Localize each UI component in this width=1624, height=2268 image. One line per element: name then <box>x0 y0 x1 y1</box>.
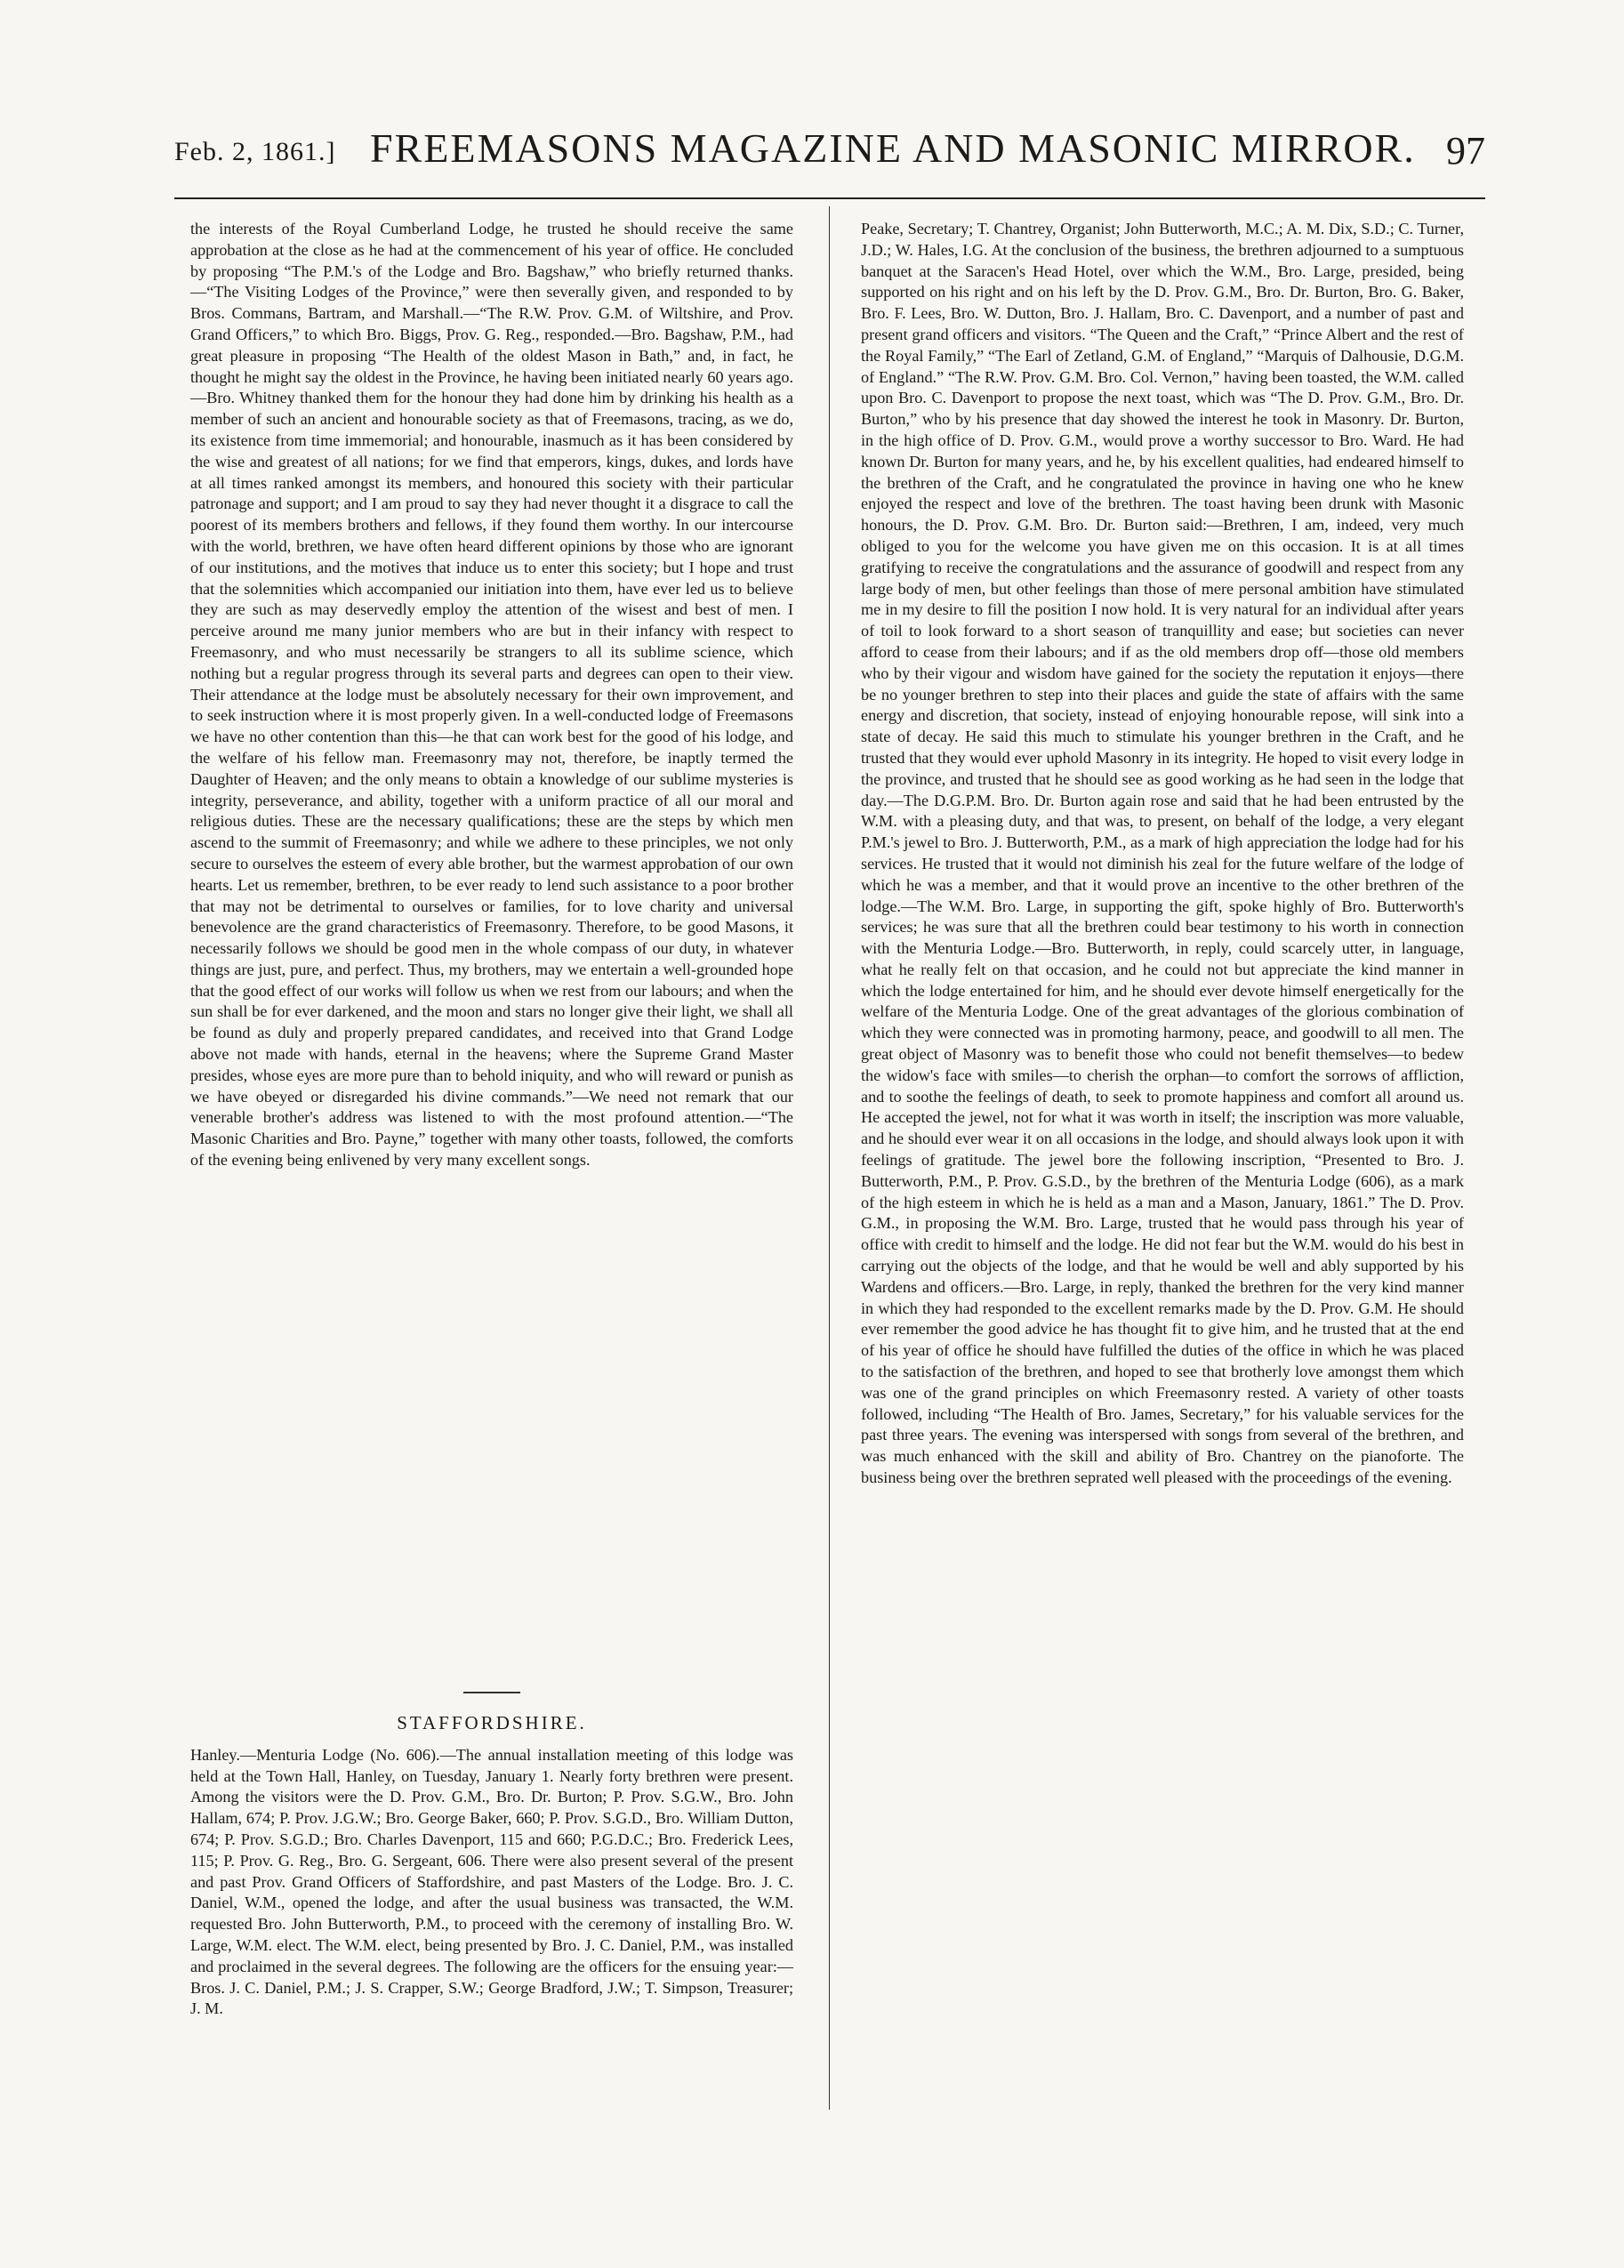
right-column <box>861 219 1464 2131</box>
section-divider <box>463 1692 520 1693</box>
issue-date: Feb. 2, 1861.] <box>174 137 336 166</box>
body-paragraph: Peake, Secretary; T. Chantrey, Organist; John Butterworth, M.C.; A. M. Dix, S.D.; C. Turner, J.D.; W. Hales, I.G. At the conclusion of the business, the brethren adjourned to a sumptuous banquet at the Saracen's Head Hotel, over which the W.M., Bro. Large, presided, being supported on his right and on his left by the D. Prov. G.M., Bro. Dr. Burton, Bro. G. Baker, Bro. F. Lees, Bro. W. Dutton, Bro. J. Hallam, Bro. C. Davenport, and a number of past and present grand officers and visitors. “The Queen and the Craft,” “Prince Albert and the rest of the Royal Family,” “The Earl of Zetland, G.M. of England,” “Marquis of Dalhousie, D.G.M. of England.” “The R.W. Prov. G.M. Bro. Col. Vernon,” having been toasted, the W.M. called upon Bro. C. Davenport to propose the next toast, which was “The D. Prov. G.M., Bro. Dr. Burton,” who by his presence that day showed the interest he took in Masonry. Dr. Burton, in the high office of D. Prov. G.M., would prove a worthy successor to Bro. Ward. He had known Dr. Burton for many years, and he, by his excellent qualities, had endeared himself to the brethren of the Craft, and he congratulated the province in having one who he knew enjoyed the respect and love of the brethren. The toast having been drunk with Masonic honours, the D. Prov. G.M. Bro. Dr. Burton said:—Brethren, I am, indeed, very much obliged to you for the welcome you have given me on this occasion. It is at all times gratifying to receive the congratulations and the assurance of goodwill and respect from any large body of men, but other feelings than those of mere personal ambition have stimulated me in my desire to fill the position I now hold. It is very natural for an individual after years of toil to look forward to a short season of tranquillity and ease; but societies can never afford to cease from their labours; and if as the old members drop off—those old members who by their vigour and wisdom have gained for the society the reputation it enjoys—there be no younger brethren to step into their places and guide the state of affairs with the same energy and discretion, that society, instead of enjoying honourable repose, will sink into a state of decay. He said this much to stimulate his younger brethren in the Craft, and he trusted that they would ever uphold Masonry in its integrity. He hoped to visit every lodge in the province, and trusted that he should see as good working as he had seen in the lodge that day.—The D.G.P.M. Bro. Dr. Burton again rose and said that he had been entrusted by the W.M. with a pleasing duty, and that was, to present, on behalf of the lodge, a very elegant P.M.'s jewel to Bro. J. Butterworth, P.M., as a mark of high appreciation the lodge had for his services. He trusted that it would not diminish his zeal for the future welfare of the lodge of which he was a member, and that it would prove an incentive to the other brethren of the lodge.—The W.M. Bro. Large, in supporting the gift, spoke highly of Bro. Butterworth's services; he was sure that all the brethren could bear testimony to his worth in connection with the Menturia Lodge.—Bro. Butterworth, in reply, could scarcely utter, in language, what he really felt on that occasion, and he could not but appreciate the kind manner in which the lodge entertained for him, and he should ever devote himself energetically for the welfare of the Menturia Lodge. One of the great advantages of the glorious combination of which they were connected was in promoting harmony, peace, and goodwill to all men. The great object of Masonry was to benefit those who could not benefit themselves—to bedew the widow's face with smiles—to cherish the orphan—to comfort the sorrows of affliction, and to soothe the feelings of death, to seek to promote happiness and comfort all around us. He accepted the jewel, not for what it was worth in itself; the inscription was more valuable, and he should ever wear it on all occasions in the lodge, and should always look upon it with feelings of gratitude. The jewel bore the following inscription, “Presented to Bro. J. Butterworth, P.M., P. Prov. G.S.D., by the brethren of the Menturia Lodge (606), as a mark of the high esteem in which he is held as a man and a Mason, January, 1861.” The D. Prov. G.M., in proposing the W.M. Bro. Large, trusted that he would pass through his year of office with credit to himself and the lodge. He did not fear but the W.M. would do his best in carrying out the objects of the lodge, and that he would be well and ably supported by his Wardens and officers.—Bro. Large, in reply, thanked the brethren for the very kind manner in which they had responded to the excellent remarks made by the D. Prov. G.M. He should ever remember the good advice he has thought fit to give him, and he trusted that at the end of his year of office he should have fulfilled the duties of the office in which he was placed to the satisfaction of the brethren, and hoped to see that brotherly love amongst them which was one of the grand principles on which Freemasonry rested. A variety of other toasts followed, including “The Health of Bro. James, Secretary,” for his valuable services for the past three years. The evening was interspersed with songs from several of the brethren, and was much enhanced with the skill and ability of Bro. Chantrey on the pianoforte. The business being over the brethren seprated well pleased with the proceedings of the evening. <box>861 220 1464 1487</box>
left-column <box>190 219 793 2018</box>
header-rule <box>174 197 1485 199</box>
column-divider <box>829 206 830 2110</box>
body-paragraph: Hanley.—Menturia Lodge (No. 606).—The annual installation meeting of this lodge was held at the Town Hall, Hanley, on Tuesday, January 1. Nearly forty brethren were present. Among the visitors were the D. Prov. G.M., Bro. Dr. Burton; P. Prov. S.G.W., Bro. John Hallam, 674; P. Prov. J.G.W.; Bro. George Baker, 660; P. Prov. S.G.D., Bro. William Dutton, 674; P. Prov. S.G.D.; Bro. Charles Davenport, 115 and 660; P.G.D.C.; Bro. Frederick Lees, 115; P. Prov. G. Reg., Bro. G. Sergeant, 606. There were also present several of the present and past Prov. Grand Officers of Staffordshire, and past Masters of the Lodge. Bro. J. C. Daniel, W.M., opened the lodge, and after the usual business was transacted, the W.M. requested Bro. John Butterworth, P.M., to proceed with the ceremony of installing Bro. W. Large, W.M. elect. The W.M. elect, being presented by Bro. J. C. Daniel, P.M., was installed and proclaimed in the several degrees. The following are the officers for the ensuing year:—Bros. J. C. Daniel, P.M.; J. S. Crapper, S.W.; George Bradford, J.W.; T. Simpson, Treasurer; J. M. <box>190 1745 793 2018</box>
page-number: 97 <box>1446 129 1485 173</box>
magazine-title: FREEMASONS MAGAZINE AND MASONIC MIRROR. <box>370 125 1416 171</box>
body-paragraph: the interests of the Royal Cumberland Lodge, he trusted he should receive the same approbation at the close as he had at the commencement of his year of office. He concluded by proposing “The P.M.'s of the Lodge and Bro. Bagshaw,” who briefly returned thanks.—“The Visiting Lodges of the Province,” were then severally given, and responded to by Bros. Commans, Bartram, and Marshall.—“The R.W. Prov. G.M. of Wiltshire, and Prov. Grand Officers,” to which Bro. Biggs, Prov. G. Reg., responded.—Bro. Bagshaw, P.M., had great pleasure in proposing “The Health of the oldest Mason in Bath,” and, in fact, he thought he might say the oldest in the Province, he having been initiated nearly 60 years ago.—Bro. Whitney thanked them for the honour they had done him by drinking his health as a member of such an ancient and honourable society as that of Freemasons, tracing, as we do, its existence from time immemorial; and honourable, inasmuch as it has been considered by the wise and greatest of all nations; for we find that emperors, kings, dukes, and lords have at all times ranked amongst its members, and honoured this society with their particular patronage and support; and I am proud to say they had never thought it a disgrace to call the poorest of its members brothers and fellows, if they found them worthy. In our intercourse with the world, brethren, we have often heard different opinions by those who are ignorant of our institutions, and the motives that induce us to enter this society; but I hope and trust that the solemnities which accompanied our initiation into them, have ever led us to believe they are such as may deservedly employ the attention of the wisest and best of men. I perceive around me many junior members who are but in their infancy with respect to Freemasonry, and who must necessarily be strangers to all its sublime science, which nothing but a regular progress through its several parts and degrees can open to their view. Their attendance at the lodge must be absolutely necessary for their own improvement, and to seek instruction where it is most properly given. In a well-conducted lodge of Freemasons we have no other contention than this—he that can work best for the good of his lodge, and the welfare of his fellow man. Freemasonry may not, therefore, be inaptly termed the Daughter of Heaven; and the only means to obtain a knowledge of our sublime mysteries is integrity, perseverance, and ability, together with a uniform practice of all our moral and religious duties. These are the necessary qualifications; these are the steps by which men ascend to the summit of Freemasonry; and while we adhere to these principles, we not only secure to ourselves the esteem of every able brother, but the warmest approbation of our own hearts. Let us remember, brethren, to be ever ready to lend such assistance to a poor brother that may not be detrimental to ourselves or families, for to love charity and universal benevolence are the grand characteristics of Freemasonry. Therefore, to be good Masons, it necessarily follows we should be good men in the whole compass of our duty, in whatever things are just, pure, and perfect. Thus, my brothers, may we entertain a well-grounded hope that the good effect of our works will follow us when we rest from our labours; and when the sun shall be for ever darkened, and the moon and stars no longer give their light, we shall all be found as duly and properly prepared candidates, and received into that Grand Lodge above not made with hands, eternal in the heavens; where the Supreme Grand Master presides, whose eyes are more pure than to behold iniquity, and who will reward or punish as we have obeyed or disregarded his divine commands.”—We need not remark that our venerable brother's address was listened to with the most profound attention.—“The Masonic Charities and Bro. Payne,” together with many other toasts, followed, the comforts of the evening being enlivened by very many excellent songs. <box>190 220 793 1170</box>
staffordshire-report <box>190 1745 793 2243</box>
page-header <box>174 125 1485 180</box>
bath-report-continued <box>190 219 793 1665</box>
section-heading: STAFFORDSHIRE. <box>397 1712 587 1733</box>
